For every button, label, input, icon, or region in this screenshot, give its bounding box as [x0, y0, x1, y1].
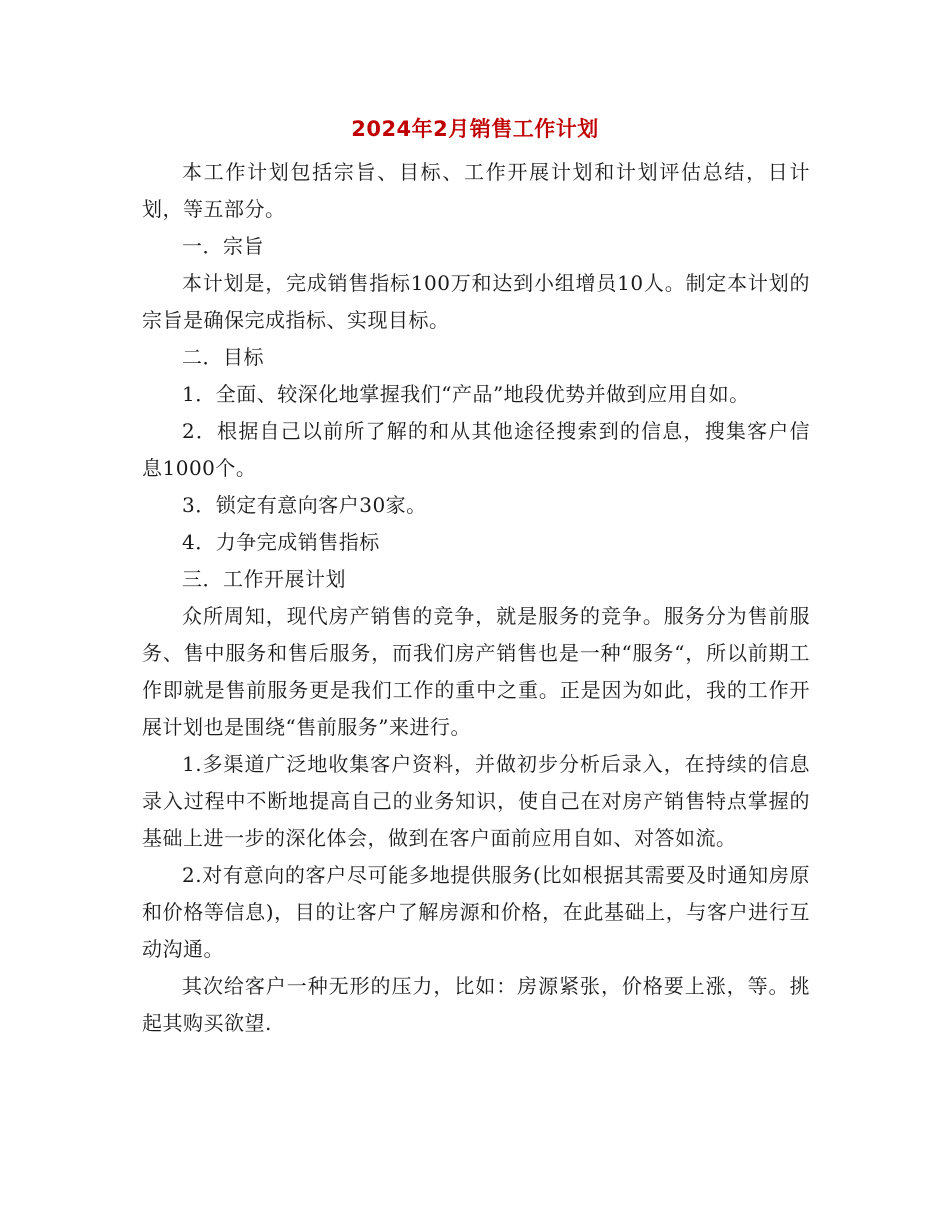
document-body: [142, 154, 810, 1042]
goal-item-4: 4．力争完成销售指标: [182, 530, 380, 554]
work-plan-item-1: 1.多渠道广泛地收集客户资料，并做初步分析后录入，在持续的信息录入过程中不断地提高自己的业务知识，使自己在对房产销售特点掌握的基础上进一步的深化体会，做到在客户面前应用自如、对答如流。: [142, 752, 810, 850]
work-plan-followup-paragraph: 其次给客户一种无形的压力，比如：房源紧张，价格要上涨，等。挑起其购买欲望.: [142, 974, 810, 1035]
goal-item-3: 3．锁定有意向客户30家。: [182, 493, 427, 517]
goal-item-1: 1．全面、较深化地掌握我们“产品”地段优势并做到应用自如。: [182, 382, 750, 406]
goal-item-2: 2．根据自己以前所了解的和从其他途径搜索到的信息，搜集客户信息1000个。: [142, 419, 810, 480]
section-heading-purpose: 一．宗旨: [182, 234, 264, 258]
section-heading-work-plan: 三．工作开展计划: [182, 567, 346, 591]
intro-paragraph: 本工作计划包括宗旨、目标、工作开展计划和计划评估总结，日计划，等五部分。: [142, 160, 810, 221]
work-plan-paragraph: 众所周知，现代房产销售的竞争，就是服务的竞争。服务分为售前服务、售中服务和售后服务，而我们房产销售也是一种“服务“，所以前期工作即就是售前服务更是我们工作的重中之重。正是因为如此，我的工作开展计划也是围绕“售前服务”来进行。: [142, 604, 810, 739]
purpose-paragraph: 本计划是，完成销售指标100万和达到小组增员10人。制定本计划的宗旨是确保完成指标、实现目标。: [142, 271, 810, 332]
work-plan-item-2: 2.对有意向的客户尽可能多地提供服务(比如根据其需要及时通知房原和价格等信息)，目的让客户了解房源和价格，在此基础上，与客户进行互动沟通。: [142, 863, 810, 961]
section-heading-goals: 二．目标: [182, 345, 264, 369]
document-title: 2024年2月销售工作计划: [351, 117, 599, 141]
